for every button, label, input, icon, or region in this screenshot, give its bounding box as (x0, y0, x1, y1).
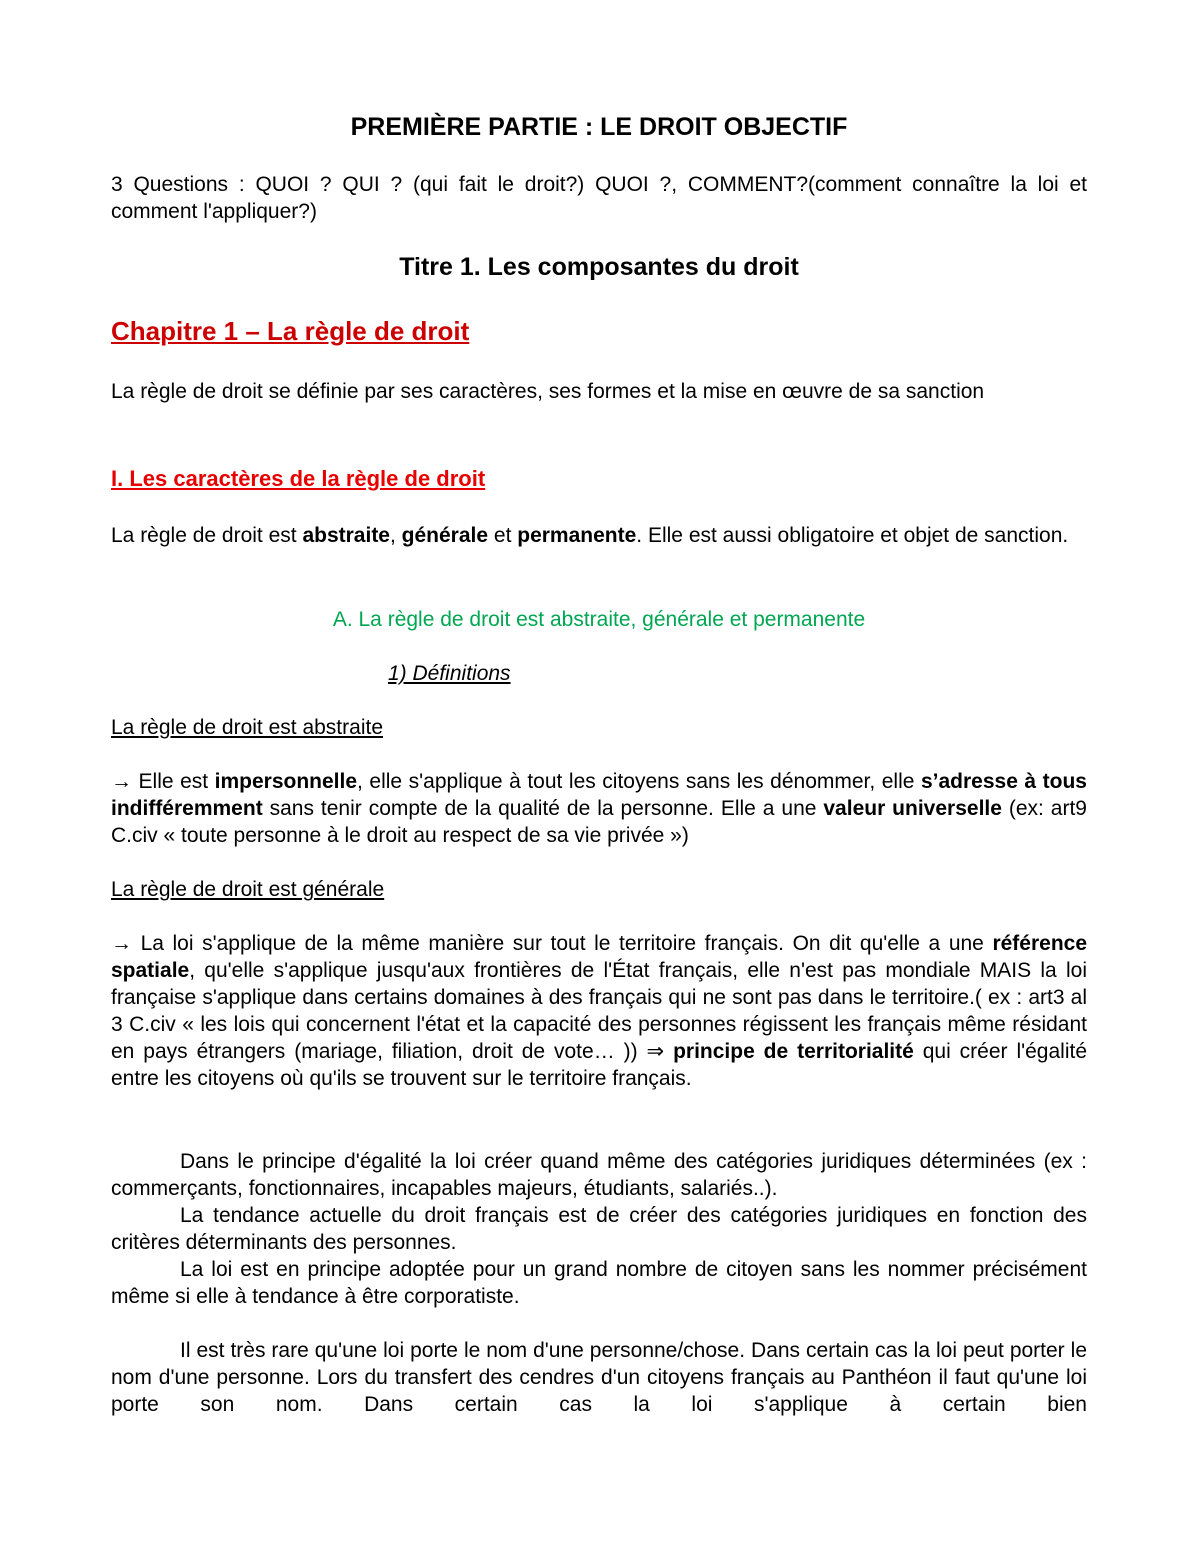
egalite-paragraph: Dans le principe d'égalité la loi créer quand même des catégories juridiques déterminées (ex : commerçants, fonctionnaires, incapables majeurs, étudiants, salariés..). (111, 1150, 1087, 1200)
generale-heading (111, 876, 1087, 903)
rare-paragraph: Il est très rare qu'une loi porte le nom d'une personne/chose. Dans certain cas la loi peut porter le nom d'une personne. Lors du transfert des cendres d'un citoyens français au Panthéon il faut qu'une loi porte son nom. Dans certain cas la loi s'applique à certain bien (111, 1339, 1087, 1416)
text-run: et (488, 524, 518, 547)
text-run: La règle de droit est (111, 524, 303, 547)
bold-term: référence spatiale (111, 932, 1087, 982)
text-run: qui créer l'égalité entre les citoyens où qu'ils se trouvent sur le territoire français. (111, 1040, 1088, 1090)
section-1-intro (111, 522, 1087, 549)
text-run: sans tenir compte de la qualité de la personne. Elle a une (262, 797, 824, 820)
abstraite-paragraph (111, 768, 1087, 849)
text-run: → La loi s'applique de la même manière sur tout le territoire français. On dit qu'elle a une (111, 932, 993, 955)
section-1-heading: I. Les caractères de la règle de droit (111, 466, 486, 491)
text-run: , qu'elle s'applique jusqu'aux frontières de l'État français, elle n'est pas mondiale MAIS la loi française s'applique dans certains domaines à des français qui ne sont pas dans le territoire.( ex : art3 al 3 C.civ « les lois qui concernent l'état et la capacité des personnes régissent les français même résidant en pays étrangers (mariage, filiation, droit de vote… )) ⇒ (111, 959, 1087, 1063)
tendance-paragraph: La tendance actuelle du droit français est de créer des catégories juridiques en fonction des critères déterminants des personnes. (111, 1204, 1087, 1254)
bold-term: valeur universelle (823, 797, 1002, 820)
text-run: → Elle est (111, 770, 215, 793)
bold-term: permanente (517, 524, 637, 547)
bold-term: s’adresse à tous indifféremment (111, 770, 1087, 820)
adoptee-paragraph: La loi est en principe adoptée pour un grand nombre de citoyen sans les nommer précisément même si elle à tendance à être corporatiste. (111, 1258, 1087, 1308)
definitions-heading: 1) Définitions (388, 662, 511, 685)
generale-heading-text: La règle de droit est générale (111, 878, 385, 901)
bold-term: abstraite (302, 524, 390, 547)
bold-term: principe de territorialité (673, 1040, 914, 1063)
text-run: , (390, 524, 402, 547)
text-run: , elle s'applique à tout les citoyens sans les dénommer, elle (357, 770, 921, 793)
questions-paragraph: 3 Questions : QUOI ? QUI ? (qui fait le droit?) QUOI ?, COMMENT?(comment connaître la loi et comment l'appliquer?) (111, 173, 1087, 223)
abstraite-heading (111, 714, 1087, 741)
titre-heading: Titre 1. Les composantes du droit (399, 253, 799, 281)
part-title: PREMIÈRE PARTIE : LE DROIT OBJECTIF (350, 113, 848, 141)
abstraite-heading-text: La règle de droit est abstraite (111, 716, 383, 739)
bold-term: générale (401, 524, 489, 547)
text-run: (ex: art9 C.civ « toute personne à le droit au respect de sa vie privée ») (111, 797, 1087, 847)
text-run: . Elle est aussi obligatoire et objet de sanction. (636, 524, 1069, 547)
subsection-a-heading: A. La règle de droit est abstraite, générale et permanente (332, 608, 866, 631)
chapitre-intro-paragraph: La règle de droit se définie par ses caractères, ses formes et la mise en œuvre de sa sanction (111, 380, 985, 403)
chapitre-heading: Chapitre 1 – La règle de droit (111, 316, 470, 346)
generale-paragraph (111, 930, 1087, 1092)
bold-term: impersonnelle (214, 770, 358, 793)
